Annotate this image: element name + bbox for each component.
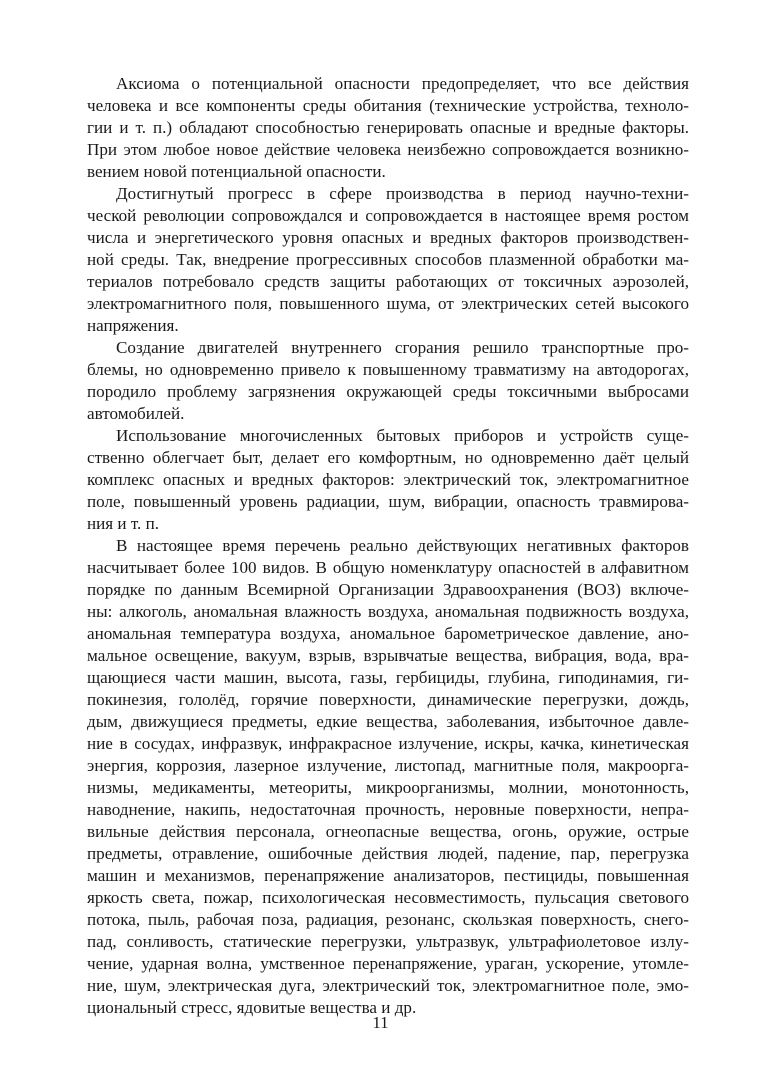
text-line: автомобилей. [87,404,185,423]
text-line: щающиеся части машин, высота, газы, гербициды, глубина, гиподинамия, ги- [87,668,689,687]
text-line: гии и т. п.) обладают способностью генерировать опасные и вредные факторы. [87,118,689,137]
text-line: породило проблему загрязнения окружающей среды токсичными выбросами [87,382,689,401]
text-line: насчитывает более 100 видов. В общую номенклатуру опасностей в алфавитном [87,558,689,577]
text-line: В настоящее время перечень реально действующих негативных факторов [116,536,689,555]
text-line: напряжения. [87,316,179,335]
text-line: яркость света, пожар, психологическая несовместимость, пульсация светового [87,888,689,907]
text-line: циональный стресс, ядовитые вещества и др. [87,998,417,1017]
page-number: 11 [372,1013,389,1032]
text-line: порядке по данным Всемирной Организации Здравоохранения (ВОЗ) включе- [87,580,689,599]
text-line: териалов потребовало средств защиты работающих от токсичных аэрозолей, [87,272,689,291]
text-line: мальное освещение, вакуум, взрыв, взрывчатые вещества, вибрация, вода, вра- [87,646,689,665]
text-line: блемы, но одновременно привело к повышенному травматизму на автодорогах, [87,360,689,379]
text-line: ния и т. п. [87,514,160,533]
text-line: Достигнутый прогресс в сфере производства в период научно-техни- [116,184,689,203]
text-line: Создание двигателей внутреннего сгорания решило транспортные про- [116,338,689,357]
text-line: чение, ударная волна, умственное перенапряжение, ураган, ускорение, утомле- [87,954,689,973]
text-line: аномальная температура воздуха, аномальное барометрическое давление, ано- [87,624,689,643]
text-line: пад, сонливость, статические перегрузки, ультразвук, ультрафиолетовое излу- [87,932,689,951]
text-line: ческой революции сопровождался и сопровождается в настоящее время ростом [87,206,689,225]
text-line: электромагнитного поля, повышенного шума, от электрических сетей высокого [87,294,689,313]
text-line: комплекс опасных и вредных факторов: электрический ток, электромагнитное [87,470,689,489]
text-line: вением новой потенциальной опасности. [87,162,386,181]
text-line: числа и энергетического уровня опасных и вредных факторов производствен- [87,228,689,247]
text-line: ной среды. Так, внедрение прогрессивных способов плазменной обработки ма- [87,250,689,269]
text-line: ственно облегчает быт, делает его комфортным, но одновременно даёт целый [87,448,689,467]
text-line: ны: алкоголь, аномальная влажность воздуха, аномальная подвижность воздуха, [87,602,689,621]
text-line: дым, движущиеся предметы, едкие вещества, заболевания, избыточное давле- [87,712,689,731]
text-line: Аксиома о потенциальной опасности предопределяет, что все действия [116,74,689,93]
text-line: поле, повышенный уровень радиации, шум, вибрации, опасность травмирова- [87,492,689,511]
text-line: предметы, отравление, ошибочные действия людей, падение, пар, перегрузка [87,844,689,863]
text-line: вильные действия персонала, огнеопасные вещества, огонь, оружие, острые [87,822,689,841]
text-line: потока, пыль, рабочая поза, радиация, резонанс, скользкая поверхность, снего- [87,910,689,929]
text-line: ние в сосудах, инфразвук, инфракрасное излучение, искры, качка, кинетическая [87,734,689,753]
text-line: Использование многочисленных бытовых приборов и устройств суще- [116,426,689,445]
text-line: наводнение, накипь, недостаточная прочность, неровные поверхности, непра- [87,800,689,819]
text-line: При этом любое новое действие человека неизбежно сопровождается возникно- [87,140,689,159]
text-line: ние, шум, электрическая дуга, электрический ток, электромагнитное поле, эмо- [87,976,689,995]
text-line: машин и механизмов, перенапряжение анализаторов, пестициды, повышенная [87,866,689,885]
text-line: покинезия, гололёд, горячие поверхности, динамические перегрузки, дождь, [87,690,689,709]
text-line: низмы, медикаменты, метеориты, микроорганизмы, молнии, монотонность, [87,778,689,797]
text-line: энергия, коррозия, лазерное излучение, листопад, магнитные поля, макроорга- [87,756,689,775]
text-line: человека и все компоненты среды обитания (технические устройства, техноло- [87,96,689,115]
